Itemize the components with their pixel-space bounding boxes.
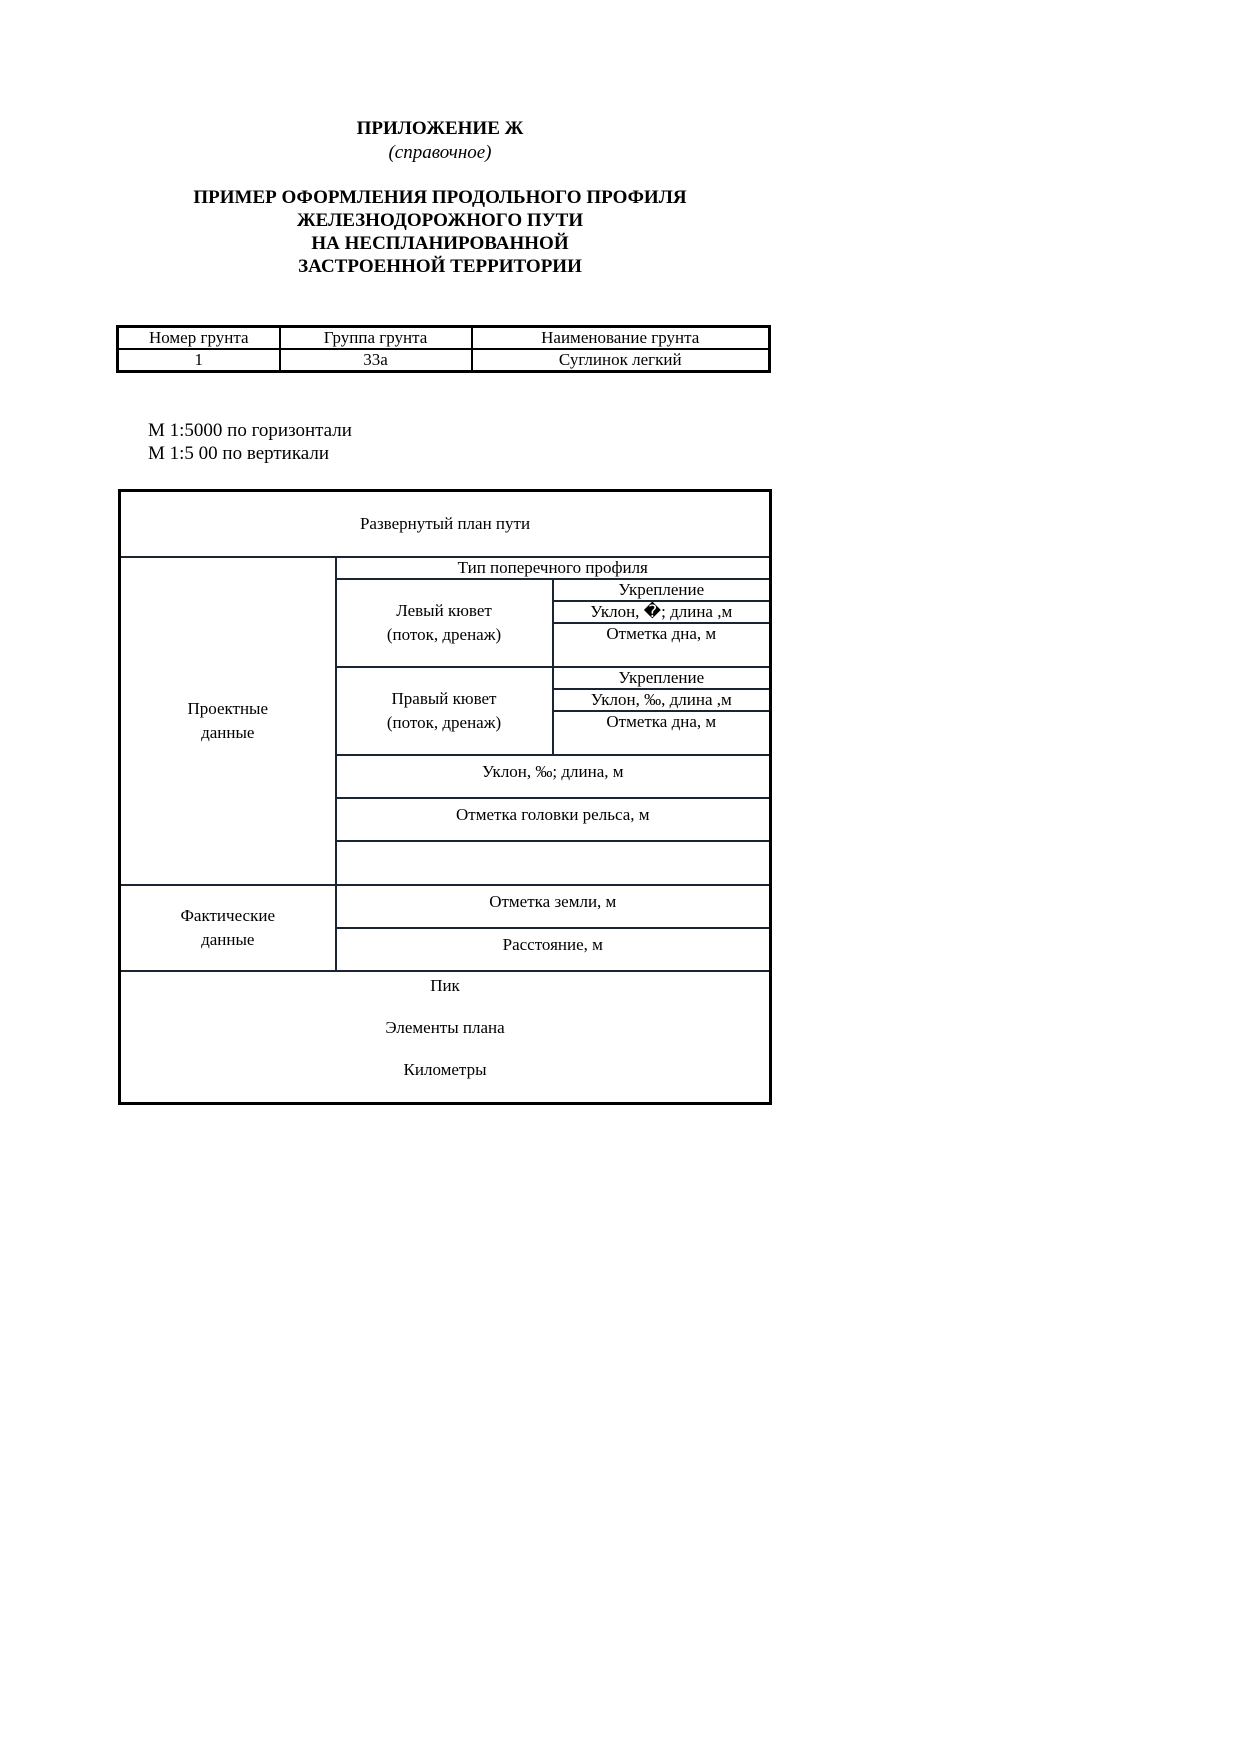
track-slope-cell: Уклон, ‰; длина, м: [336, 755, 771, 798]
appendix-type: (справочное): [388, 142, 492, 163]
horizontal-scale: М 1:5000 по горизонтали: [148, 420, 352, 441]
picket-label: Пик: [430, 975, 460, 995]
left-reinforcement-cell: Укрепление: [553, 579, 771, 601]
left-ditch-label: [336, 579, 553, 667]
rail-head-cell: Отметка головки рельса, м: [336, 798, 771, 841]
document-title: [110, 186, 770, 278]
left-ditch-line: (поток, дренаж): [386, 624, 502, 644]
title-line: НА НЕСПЛАНИРОВАННОЙ: [311, 233, 569, 254]
actual-data-line: данные: [201, 929, 255, 949]
plan-elements-label: Элементы плана: [385, 1017, 505, 1037]
profile-table: [118, 489, 772, 1105]
right-ditch-line: Правый кювет: [391, 688, 497, 708]
title-line: ПРИМЕР ОФОРМЛЕНИЯ ПРОДОЛЬНОГО ПРОФИЛЯ: [193, 187, 687, 208]
cross-section-type-cell: Тип поперечного профиля: [336, 557, 771, 579]
right-slope-cell: Уклон, ‰, длина ,м: [553, 689, 771, 711]
left-slope-cell: Уклон, �; длина ,м: [553, 601, 771, 623]
plan-elements-cell: [120, 971, 771, 1104]
column-header: Номер грунта: [118, 327, 280, 350]
design-data-line: Проектные: [187, 698, 269, 718]
vertical-scale: М 1:5 00 по вертикали: [148, 443, 330, 464]
title-line: ЗАСТРОЕННОЙ ТЕРРИТОРИИ: [298, 256, 582, 277]
track-plan-cell: Развернутый план пути: [120, 491, 771, 557]
left-ditch-line: Левый кювет: [396, 600, 492, 620]
column-header: Наименование грунта: [472, 327, 770, 350]
design-data-line: данные: [201, 722, 255, 742]
distance-cell: Расстояние, м: [336, 928, 771, 971]
actual-data-line: Фактические: [180, 905, 275, 925]
ground-level-cell: Отметка земли, м: [336, 885, 771, 928]
column-header: Группа грунта: [280, 327, 472, 350]
table-cell: Суглинок легкий: [472, 349, 770, 372]
right-ditch-label: [336, 667, 553, 755]
title-line: ЖЕЛЕЗНОДОРОЖНОГО ПУТИ: [296, 210, 584, 231]
right-ditch-line: (поток, дренаж): [386, 712, 502, 732]
right-reinforcement-cell: Укрепление: [553, 667, 771, 689]
table-cell: 33а: [280, 349, 472, 372]
right-bottom-cell: Отметка дна, м: [553, 711, 771, 755]
actual-data-label: [120, 885, 336, 971]
table-row: [118, 349, 770, 372]
table-cell: 1: [118, 349, 280, 372]
left-bottom-cell: Отметка дна, м: [553, 623, 771, 667]
soil-table: [116, 325, 771, 373]
appendix-heading: ПРИЛОЖЕНИЕ Ж: [356, 118, 524, 139]
kilometers-label: Километры: [403, 1059, 487, 1079]
table-header-row: [118, 327, 770, 350]
design-data-label: [120, 557, 336, 885]
